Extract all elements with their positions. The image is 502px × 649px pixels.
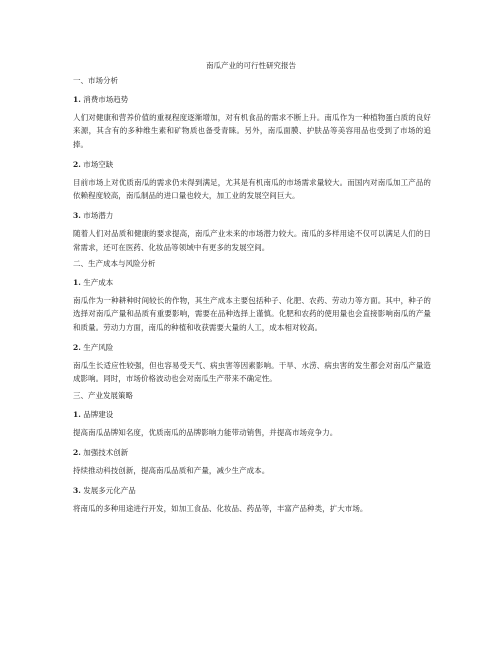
subsection-heading bbox=[73, 343, 431, 353]
section-heading-market: 一、市场分析 bbox=[73, 76, 118, 85]
subsection-number: 2. bbox=[73, 159, 81, 169]
subsection-heading bbox=[73, 486, 431, 496]
paragraph: 提高南瓜品牌知名度，优质南瓜的品牌影响力能带动销售，并提高市场竞争力。 bbox=[73, 427, 338, 437]
paragraph: 随着人们对品质和健康的要求提高，南瓜产业未来的市场潜力较大。南瓜的多样用途不仅可以满足人们的日常需求，还可在医药、化妆品等领域中有更多的发展空间。 bbox=[73, 229, 431, 252]
subsection-label: 市场潜力 bbox=[83, 211, 114, 221]
subsection-heading bbox=[73, 211, 431, 221]
subsection-heading bbox=[73, 278, 431, 288]
subsection-label: 加强技术创新 bbox=[83, 447, 129, 457]
subsection-label: 消费市场趋势 bbox=[83, 95, 129, 104]
subsection-heading bbox=[73, 410, 431, 420]
subsection-number: 2. bbox=[73, 447, 81, 457]
subsection-heading bbox=[73, 95, 431, 105]
subsection-label: 品牌建设 bbox=[83, 409, 114, 419]
subsection-number: 3. bbox=[73, 486, 81, 496]
subsection-number: 1. bbox=[73, 95, 81, 104]
subsection-heading bbox=[73, 160, 431, 170]
section-heading-cost-risk: 二、生产成本与风险分析 bbox=[73, 259, 156, 269]
paragraph: 南瓜作为一种耕种时间较长的作物，其生产成本主要包括种子、化肥、农药、劳动力等方面。其中，种子的选择对南瓜产量和品质有重要影响，需要在品种选择上谨慎。化肥和农药的使用量也会直接影响南瓜的产量和质量。劳动力方面，南瓜的种植和收获需要大量的人工，成本相对较高。 bbox=[73, 296, 431, 332]
paragraph: 南瓜生长适应性较强，但也容易受天气、病虫害等因素影响。干旱、水涝、病虫害的发生都会对南瓜产量造成影响。同时，市场价格波动也会对南瓜生产带来不确定性。 bbox=[73, 360, 431, 384]
paragraph: 人们对健康和营养价值的重视程度逐渐增加，对有机食品的需求不断上升。南瓜作为一种植物蛋白质的良好来源，其含有的多种维生素和矿物质也备受青睐。另外，南瓜面膜、护肤品等美容用品也受到了市场的追捧。 bbox=[73, 113, 431, 149]
page-title: 南瓜产业的可行性研究报告 bbox=[206, 61, 296, 70]
subsection-number: 3. bbox=[73, 211, 81, 221]
subsection-heading bbox=[73, 448, 431, 458]
subsection-number: 2. bbox=[73, 342, 81, 352]
paragraph: 目前市场上对优质南瓜的需求仍未得到满足，尤其是有机南瓜的市场需求量较大。而国内对南瓜加工产品的依赖程度较高，南瓜制品的进口量也较大，加工业的发展空间巨大。 bbox=[73, 177, 431, 201]
section-heading-strategy: 三、产业发展策略 bbox=[73, 390, 133, 400]
subsection-label: 发展多元化产品 bbox=[83, 486, 136, 496]
report-body bbox=[73, 76, 431, 515]
subsection-label: 生产成本 bbox=[83, 278, 114, 288]
paragraph: 将南瓜的多种用途进行开发，如加工食品、化妆品、药品等，丰富产品种类，扩大市场。 bbox=[73, 504, 368, 514]
paragraph: 持续推动科技创新，提高南瓜品质和产量，减少生产成本。 bbox=[73, 465, 270, 475]
subsection-label: 市场空缺 bbox=[83, 159, 114, 169]
subsection-number: 1. bbox=[73, 409, 81, 419]
subsection-number: 1. bbox=[73, 278, 81, 288]
subsection-label: 生产风险 bbox=[83, 342, 114, 352]
